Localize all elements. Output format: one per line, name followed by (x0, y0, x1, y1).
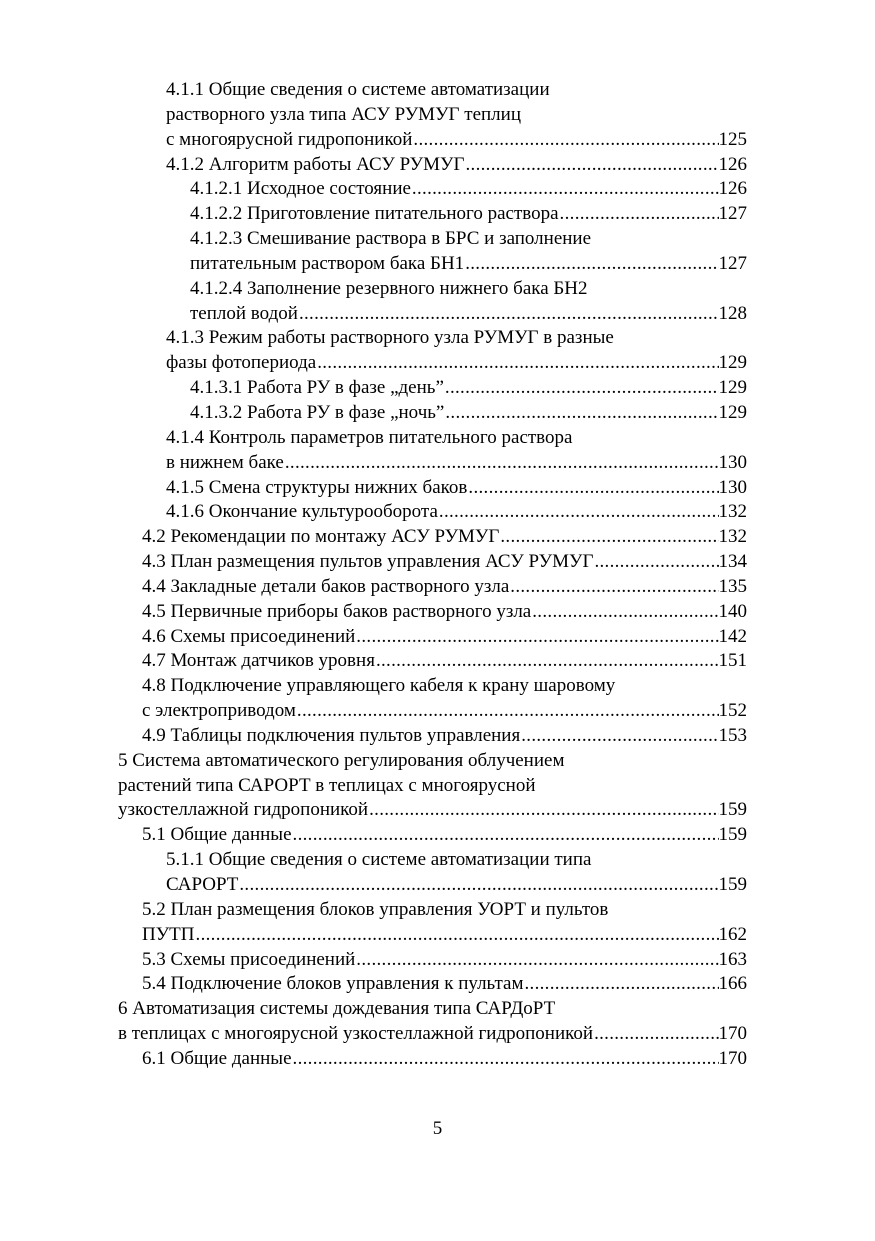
toc-entry-title-text: САРОРТ (166, 874, 239, 895)
toc-entry (0, 177, 875, 202)
toc-entry-title-text: 4.6 Схемы присоединений (142, 625, 356, 647)
toc-entry-last-line (0, 600, 747, 625)
toc-entry (0, 724, 875, 749)
toc-entry-last-line (0, 476, 747, 501)
toc-dot-leader (293, 1047, 719, 1072)
toc-entry-title-text: 4.5 Первичные приборы баков растворного узла (142, 600, 532, 622)
toc-entry (0, 227, 875, 277)
toc-entry-title-text: питательным раствором бака БН1 (190, 252, 465, 274)
toc-entry (0, 575, 875, 600)
toc-page-number: 162 (718, 923, 747, 945)
toc-entry-last-line (0, 625, 747, 650)
toc-entry-title-text: 4.8 Подключение управляющего кабеля к крану шаровому (142, 675, 616, 697)
toc-entry-title-text: 4.1.2.3 Смешивание раствора в БРС и заполнение (190, 228, 592, 250)
toc-entry-title-text: 4.1.4 Контроль параметров питательного раствора (166, 426, 573, 448)
toc-entry-last-line (0, 923, 747, 948)
toc-entry (0, 898, 875, 948)
toc-entry-last-line (0, 649, 747, 674)
toc-entry-title-text: растворного узла типа АСУ РУМУГ теплиц (166, 103, 521, 125)
toc-dot-leader (524, 972, 718, 997)
toc-entry-line (0, 898, 875, 923)
table-of-contents (0, 78, 875, 1072)
toc-dot-leader (465, 153, 718, 178)
toc-dot-leader (445, 376, 719, 401)
toc-page-number: 170 (718, 1023, 747, 1045)
toc-entry (0, 749, 875, 824)
toc-entry-last-line (0, 1022, 747, 1047)
toc-entry (0, 550, 875, 575)
toc-entry-last-line (0, 351, 747, 376)
toc-entry (0, 376, 875, 401)
toc-entry-last-line (0, 948, 747, 973)
toc-page-number: 126 (718, 178, 747, 200)
toc-entry (0, 948, 875, 973)
toc-entry-last-line (0, 451, 747, 476)
toc-entry-title-text: 4.1.6 Окончание культурооборота (166, 501, 438, 523)
toc-entry-title-text: 4.1.3.2 Работа РУ в фазе „ночь” (190, 401, 445, 423)
toc-page-number: 130 (718, 451, 747, 473)
toc-dot-leader (369, 798, 718, 823)
toc-page-number: 134 (718, 551, 747, 573)
toc-dot-leader (439, 500, 719, 525)
toc-dot-leader (297, 699, 719, 724)
toc-dot-leader (376, 649, 719, 674)
toc-entry-line (0, 227, 875, 252)
toc-entry-title-text: с многоярусной гидропоникой (166, 128, 413, 150)
toc-entry-last-line (0, 550, 747, 575)
toc-dot-leader (500, 525, 718, 550)
toc-dot-leader (594, 1022, 718, 1047)
toc-entry-title-text: ПУТП (142, 923, 195, 945)
toc-entry-last-line (0, 699, 747, 724)
toc-entry (0, 1047, 875, 1072)
toc-entry-last-line (0, 252, 747, 277)
toc-dot-leader (468, 476, 718, 501)
toc-entry-last-line (0, 724, 747, 749)
toc-page-number: 127 (718, 203, 747, 225)
toc-page-number: 127 (718, 252, 747, 274)
toc-entry-title-text: 4.1.2.1 Исходное состояние (190, 178, 411, 200)
toc-entry-last-line (0, 525, 747, 550)
toc-entry-line (0, 848, 875, 873)
toc-entry-title-text: 4.3 План размещения пультов управления АСУ РУМУГ (142, 551, 594, 573)
toc-entry-last-line (0, 823, 747, 848)
toc-entry-line (0, 78, 875, 103)
toc-page-number: 163 (718, 948, 747, 970)
toc-entry (0, 426, 875, 476)
toc-dot-leader (356, 948, 718, 973)
toc-page-number: 132 (718, 501, 747, 523)
toc-dot-leader (445, 401, 718, 426)
toc-entry-last-line (0, 873, 747, 898)
toc-entry-last-line (0, 302, 747, 327)
toc-page-number: 159 (718, 824, 747, 846)
toc-entry-title-text: 4.1.5 Смена структуры нижних баков (166, 476, 468, 498)
toc-page-number: 129 (718, 352, 747, 374)
toc-dot-leader (412, 177, 719, 202)
toc-dot-leader (532, 600, 718, 625)
toc-page-number: 153 (718, 724, 747, 746)
toc-entry (0, 997, 875, 1047)
toc-page-number: 152 (718, 700, 747, 722)
toc-page-number: 125 (718, 128, 747, 150)
toc-entry (0, 525, 875, 550)
toc-entry (0, 78, 875, 153)
toc-dot-leader (239, 873, 718, 898)
toc-entry (0, 500, 875, 525)
toc-entry-title-text: 4.1.2.4 Заполнение резервного нижнего бака БН2 (190, 277, 588, 299)
toc-entry-title-text: 5.3 Схемы присоединений (142, 948, 356, 970)
toc-dot-leader (356, 625, 718, 650)
toc-dot-leader (413, 128, 718, 153)
toc-entry-last-line (0, 1047, 747, 1072)
toc-entry-title-text: 5.1 Общие данные (142, 824, 292, 846)
toc-entry (0, 649, 875, 674)
toc-entry-title-text: растений типа САРОРТ в теплицах с многоярусной (118, 774, 536, 796)
toc-entry-title-text: 5.2 План размещения блоков управления УОРТ и пультов (142, 898, 609, 920)
toc-entry-last-line (0, 500, 747, 525)
toc-entry-last-line (0, 376, 747, 401)
toc-entry (0, 202, 875, 227)
toc-entry-title-text: 6 Автоматизация системы дождевания типа САРДоРТ (118, 998, 556, 1020)
toc-page-number: 129 (718, 377, 747, 399)
toc-dot-leader (465, 252, 718, 277)
toc-entry-last-line (0, 798, 747, 823)
toc-dot-leader (285, 451, 719, 476)
toc-entry-title-text: 5.1.1 Общие сведения о системе автоматизации типа (166, 849, 592, 871)
toc-page-number: 132 (718, 526, 747, 548)
toc-page-number: 128 (718, 302, 747, 324)
toc-page-number: 159 (718, 799, 747, 821)
toc-entry-title-text: 5 Система автоматического регулирования облучением (118, 749, 565, 771)
toc-entry (0, 326, 875, 376)
toc-entry-title-text: 5.4 Подключение блоков управления к пультам (142, 973, 524, 995)
toc-entry (0, 600, 875, 625)
toc-entry-line (0, 326, 875, 351)
toc-entry-title-text: 4.9 Таблицы подключения пультов управления (142, 724, 521, 746)
toc-entry-line (0, 103, 875, 128)
toc-entry-title-text: 4.1.3 Режим работы растворного узла РУМУГ в разные (166, 327, 614, 349)
toc-entry-last-line (0, 177, 747, 202)
toc-entry-last-line (0, 972, 747, 997)
toc-dot-leader (510, 575, 718, 600)
toc-entry-title-text: в нижнем баке (166, 451, 284, 473)
toc-entry-title-text: 4.2 Рекомендации по монтажу АСУ РУМУГ (142, 526, 500, 548)
toc-page-number: 129 (718, 401, 747, 423)
toc-entry-title-text: узкостеллажной гидропоникой (118, 799, 369, 821)
toc-entry-title-text: 4.7 Монтаж датчиков уровня (142, 650, 375, 672)
toc-dot-leader (196, 923, 719, 948)
toc-dot-leader (293, 823, 719, 848)
toc-page-number: 140 (718, 600, 747, 622)
toc-page-number: 135 (718, 575, 747, 597)
toc-entry (0, 674, 875, 724)
page-number: 5 (432, 1118, 443, 1139)
toc-entry (0, 972, 875, 997)
toc-entry-line (0, 997, 875, 1022)
toc-entry-last-line (0, 128, 747, 153)
toc-entry-title-text: 4.1.3.1 Работа РУ в фазе „день” (190, 377, 444, 399)
toc-page-number: 170 (718, 1047, 747, 1069)
toc-entry-title-text: теплой водой (190, 302, 298, 324)
toc-entry-title-text: фазы фотопериода (166, 352, 317, 374)
toc-entry (0, 848, 875, 898)
toc-entry-last-line (0, 401, 747, 426)
toc-entry-line (0, 774, 875, 799)
toc-entry-title-text: 4.1.2 Алгоритм работы АСУ РУМУГ (166, 153, 465, 175)
toc-dot-leader (317, 351, 718, 376)
toc-entry-line (0, 426, 875, 451)
toc-dot-leader (299, 302, 719, 327)
toc-entry-title-text: 4.4 Закладные детали баков растворного узла (142, 575, 510, 597)
toc-entry (0, 625, 875, 650)
toc-entry (0, 153, 875, 178)
toc-page-number: 130 (718, 476, 747, 498)
toc-entry (0, 277, 875, 327)
toc-entry-title-text: 4.1.2.2 Приготовление питательного раствора (190, 203, 559, 225)
toc-page-number: 126 (718, 153, 747, 175)
toc-entry-last-line (0, 202, 747, 227)
toc-entry-last-line (0, 575, 747, 600)
toc-entry (0, 823, 875, 848)
toc-entry-line (0, 749, 875, 774)
toc-page-number: 166 (718, 973, 747, 995)
toc-page-number: 151 (718, 650, 747, 672)
toc-entry-title-text: в теплицах с многоярусной узкостеллажной гидропоникой (118, 1023, 594, 1045)
toc-page-number: 159 (718, 874, 747, 895)
toc-entry-title-text: 4.1.1 Общие сведения о системе автоматизации (166, 79, 550, 100)
toc-entry-line (0, 277, 875, 302)
toc-dot-leader (594, 550, 718, 575)
toc-entry (0, 476, 875, 501)
toc-dot-leader (521, 724, 718, 749)
toc-page-number: 142 (718, 625, 747, 647)
toc-entry-title-text: с электроприводом (142, 700, 296, 722)
toc-dot-leader (560, 202, 719, 227)
toc-entry-line (0, 674, 875, 699)
toc-entry (0, 401, 875, 426)
toc-entry-title-text: 6.1 Общие данные (142, 1047, 292, 1069)
toc-entry-last-line (0, 153, 747, 178)
